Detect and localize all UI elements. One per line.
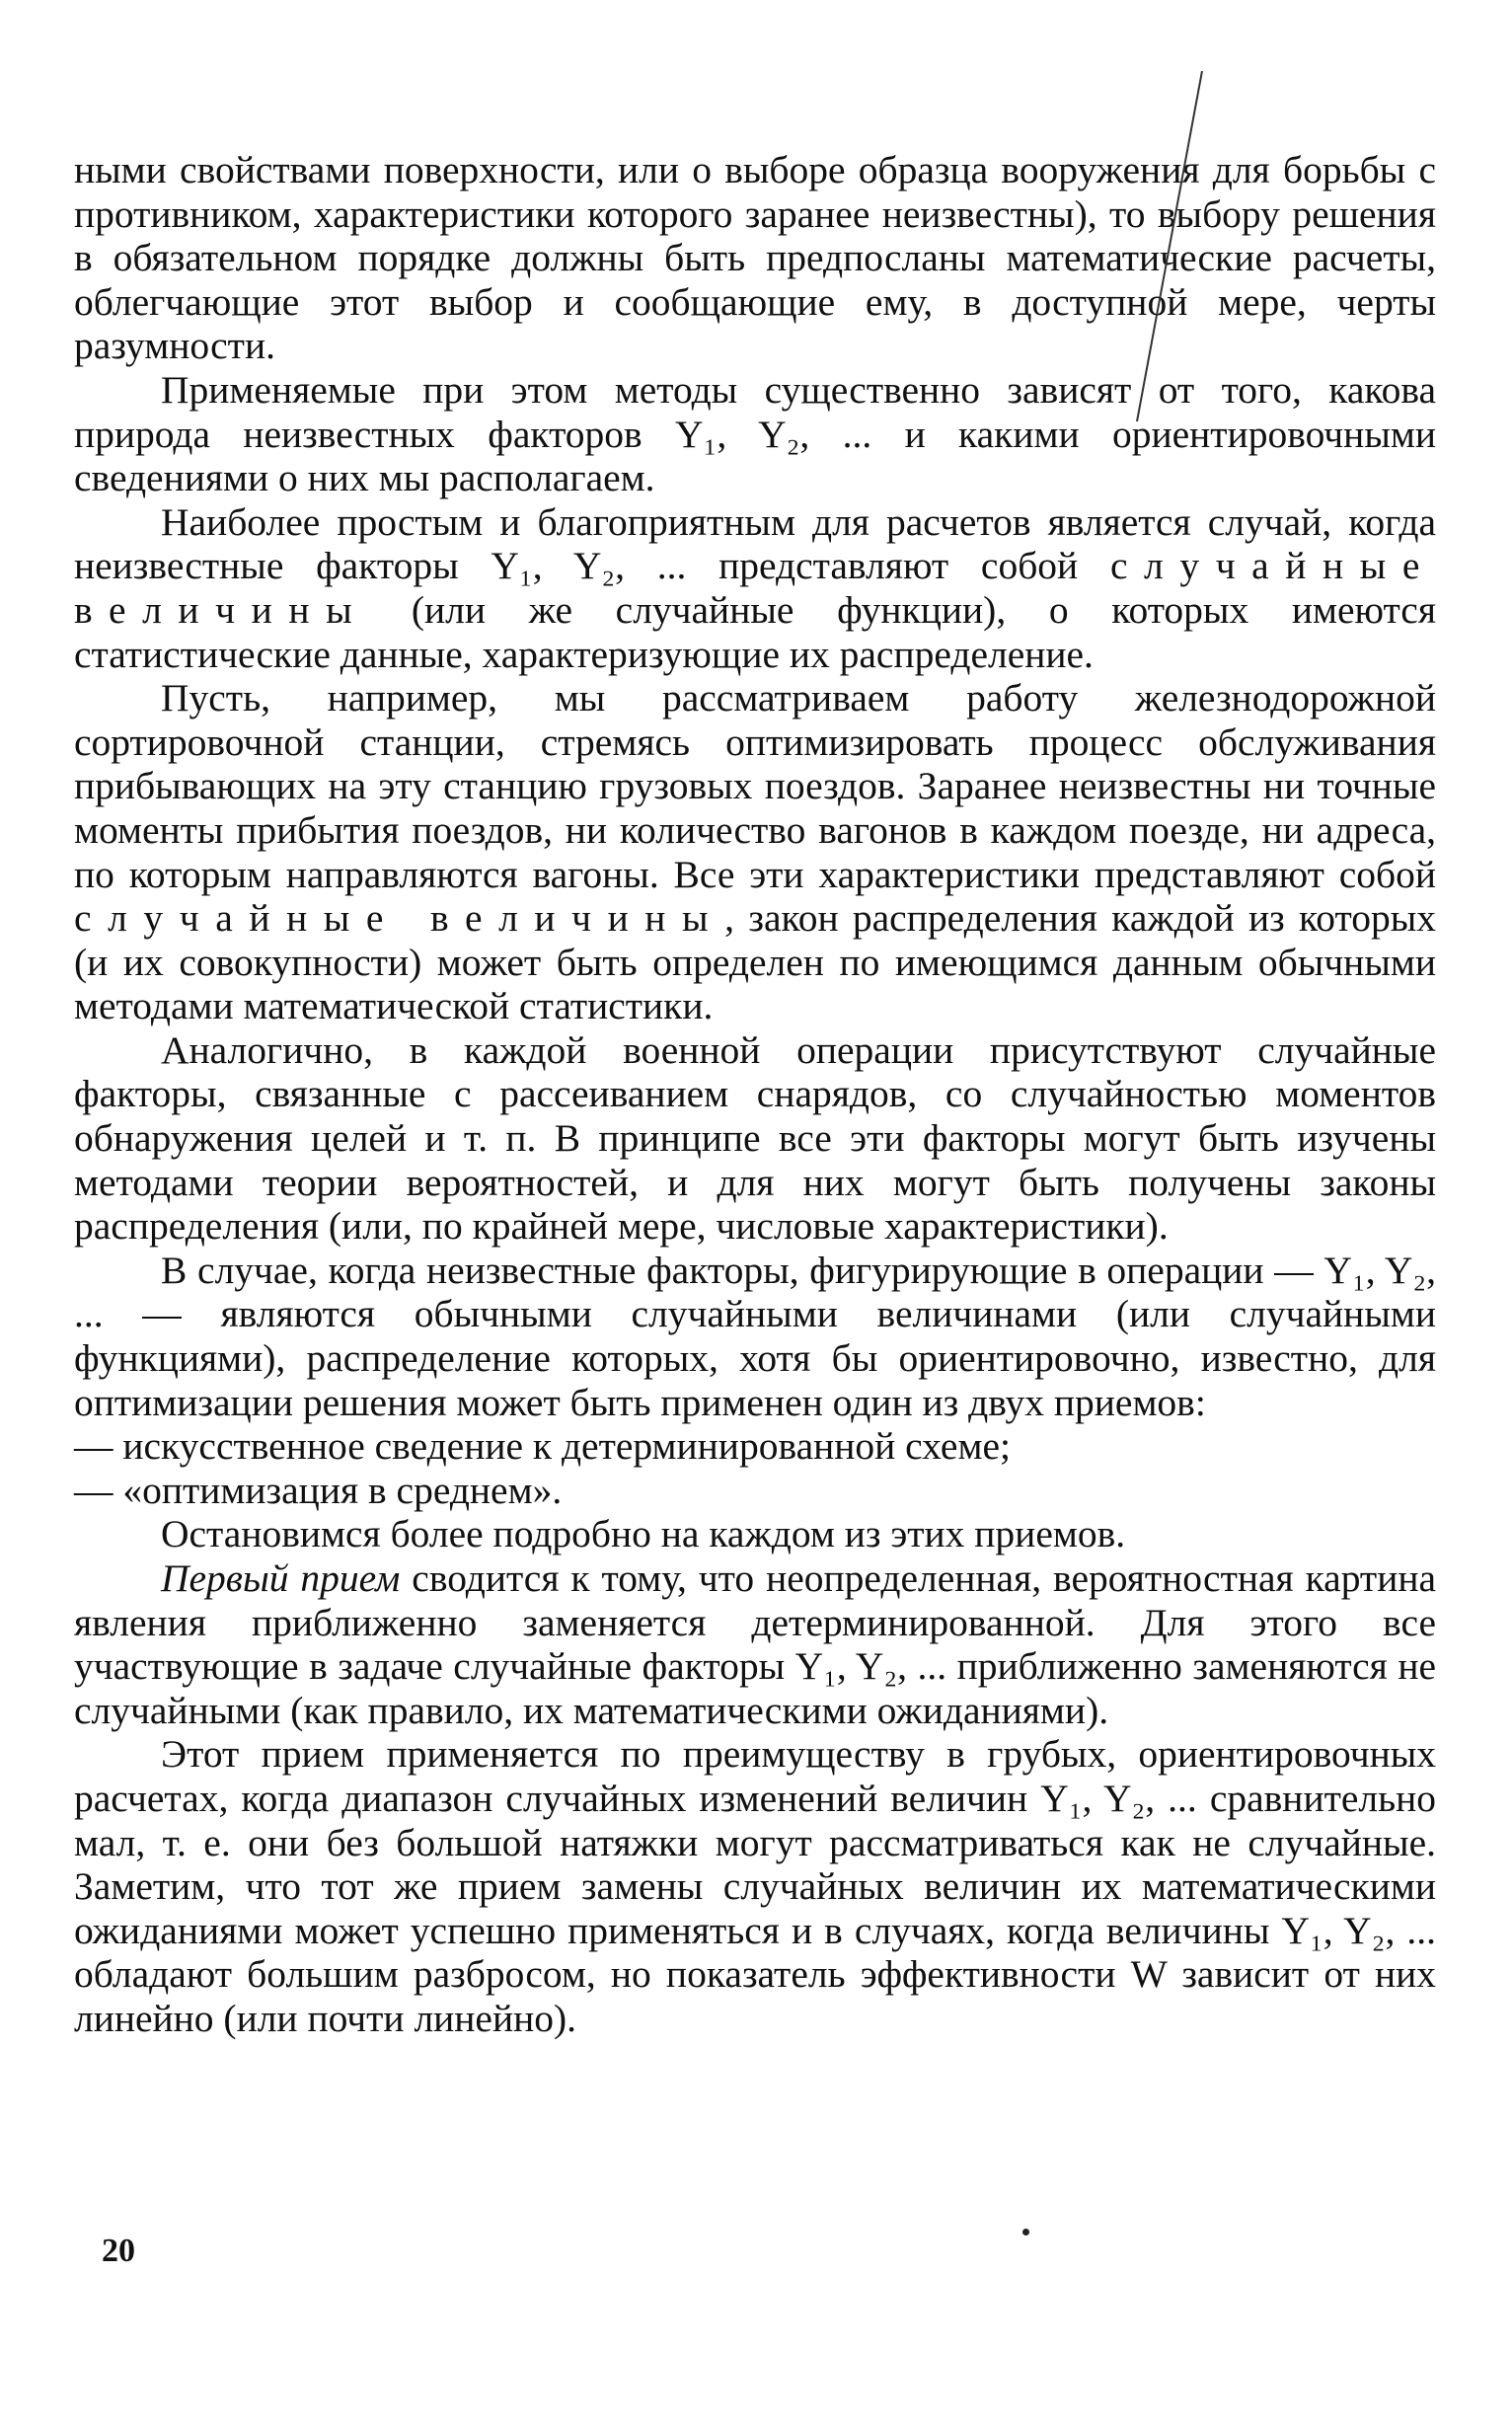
list-item: [74, 1424, 1436, 1469]
text-run: — искусственное сведение к детерминированной схеме;: [74, 1424, 1011, 1469]
italic-emphasis: Первый прием: [161, 1556, 401, 1600]
text-run: , закон распределения каждой из которых (и их совокупности) может быть определен по имеющимся данным обычными методами математической статистики.: [74, 896, 1436, 1028]
ink-dot: [1022, 2229, 1029, 2236]
text-run: В случае, когда неизвестные факторы, фигурирующие в операции — Y₁, Y₂, ... — являются обычными случайными величинами (или случайными функциями), распределение которых, хотя бы ориентировочно, известно, для оптимизации решения может быть применен один из двух приемов:: [74, 1248, 1436, 1424]
page-body: [74, 148, 1436, 2041]
text-run: Наиболее простым и благоприятным для расчетов является случай, когда неизвестные факторы Y₁, Y₂, ... представляют собой: [74, 499, 1436, 588]
paragraph: [74, 1249, 1436, 1424]
text-run: сводится к тому, что неопределенная, вероятностная картина явления приближенно заменяется детерминированной. Для этого все участвующие в задаче случайные факторы Y₁, Y₂, ... приближенно заменяются не случайными (как правило, их математическими ожиданиями).: [74, 1556, 1436, 1732]
text-run: Этот прием применяется по преимуществу в грубых, ориентировочных расчетах, когда диапазон случайных изменений величин Y₁, Y₂, ... сравнительно мал, т. е. они без большой натяжки могут рассматриваться как не случайные. Заметим, что тот же прием замены случайных величин их математическими ожиданиями может успешно применяться и в случаях, когда величины Y₁, Y₂, ... обладают большим разбросом, но показатель эффективности W зависит от них линейно (или почти линейно).: [74, 1732, 1436, 2040]
paragraph: [74, 1556, 1436, 1732]
spaced-emphasis: случайные величины: [74, 896, 725, 941]
text-run: Применяемые при этом методы существенно зависят от того, какова природа неизвестных факторов Y₁, Y₂, ... и какими ориентировочными сведениями о них мы располагаем.: [74, 367, 1436, 500]
pen-mark: [1086, 71, 1401, 426]
paragraph: [74, 1512, 1436, 1556]
text-run: (или же случайные функции), о которых имеются статистические данные, характеризующие их распределение.: [74, 587, 1436, 676]
page-number: 20: [102, 2233, 135, 2269]
paragraph: [74, 1028, 1436, 1249]
list-item: [74, 1469, 1436, 1513]
paragraph: [74, 676, 1436, 1028]
text-run: Пусть, например, мы рассматриваем работу железнодорожной сортировочной станции, стремясь оптимизировать процесс обслуживания прибывающих на эту станцию грузовых поездов. Заранее неизвестны ни точные моменты прибытия поездов, ни количество вагонов в каждом поезде, ни адреса, по которым направляются вагоны. Все эти характеристики представляют собой: [74, 676, 1436, 896]
text-run: ными свойствами поверхности, или о выборе образца вооружения для борьбы с противником, характеристики которого заранее неизвестны), то выбору решения в обязательном порядке должны быть предпосланы математические расчеты, облегчающие этот выбор и сообщающие ему, в доступной мере, черты разумности.: [74, 148, 1436, 368]
text-run: Остановимся более подробно на каждом из этих приемов.: [161, 1512, 1126, 1556]
text-run: — «оптимизация в среднем».: [74, 1468, 563, 1512]
text-run: Аналогично, в каждой военной операции присутствуют случайные факторы, связанные с рассеиванием снарядов, со случайностью моментов обнаружения целей и т. п. В принципе все эти факторы могут быть изучены методами теории вероятностей, и для них могут быть получены законы распределения (или, по крайней мере, числовые характеристики).: [74, 1027, 1436, 1249]
paragraph: [74, 1732, 1436, 2040]
spaced-emphasis: случайные величины: [74, 544, 1436, 632]
paragraph: [74, 500, 1436, 676]
